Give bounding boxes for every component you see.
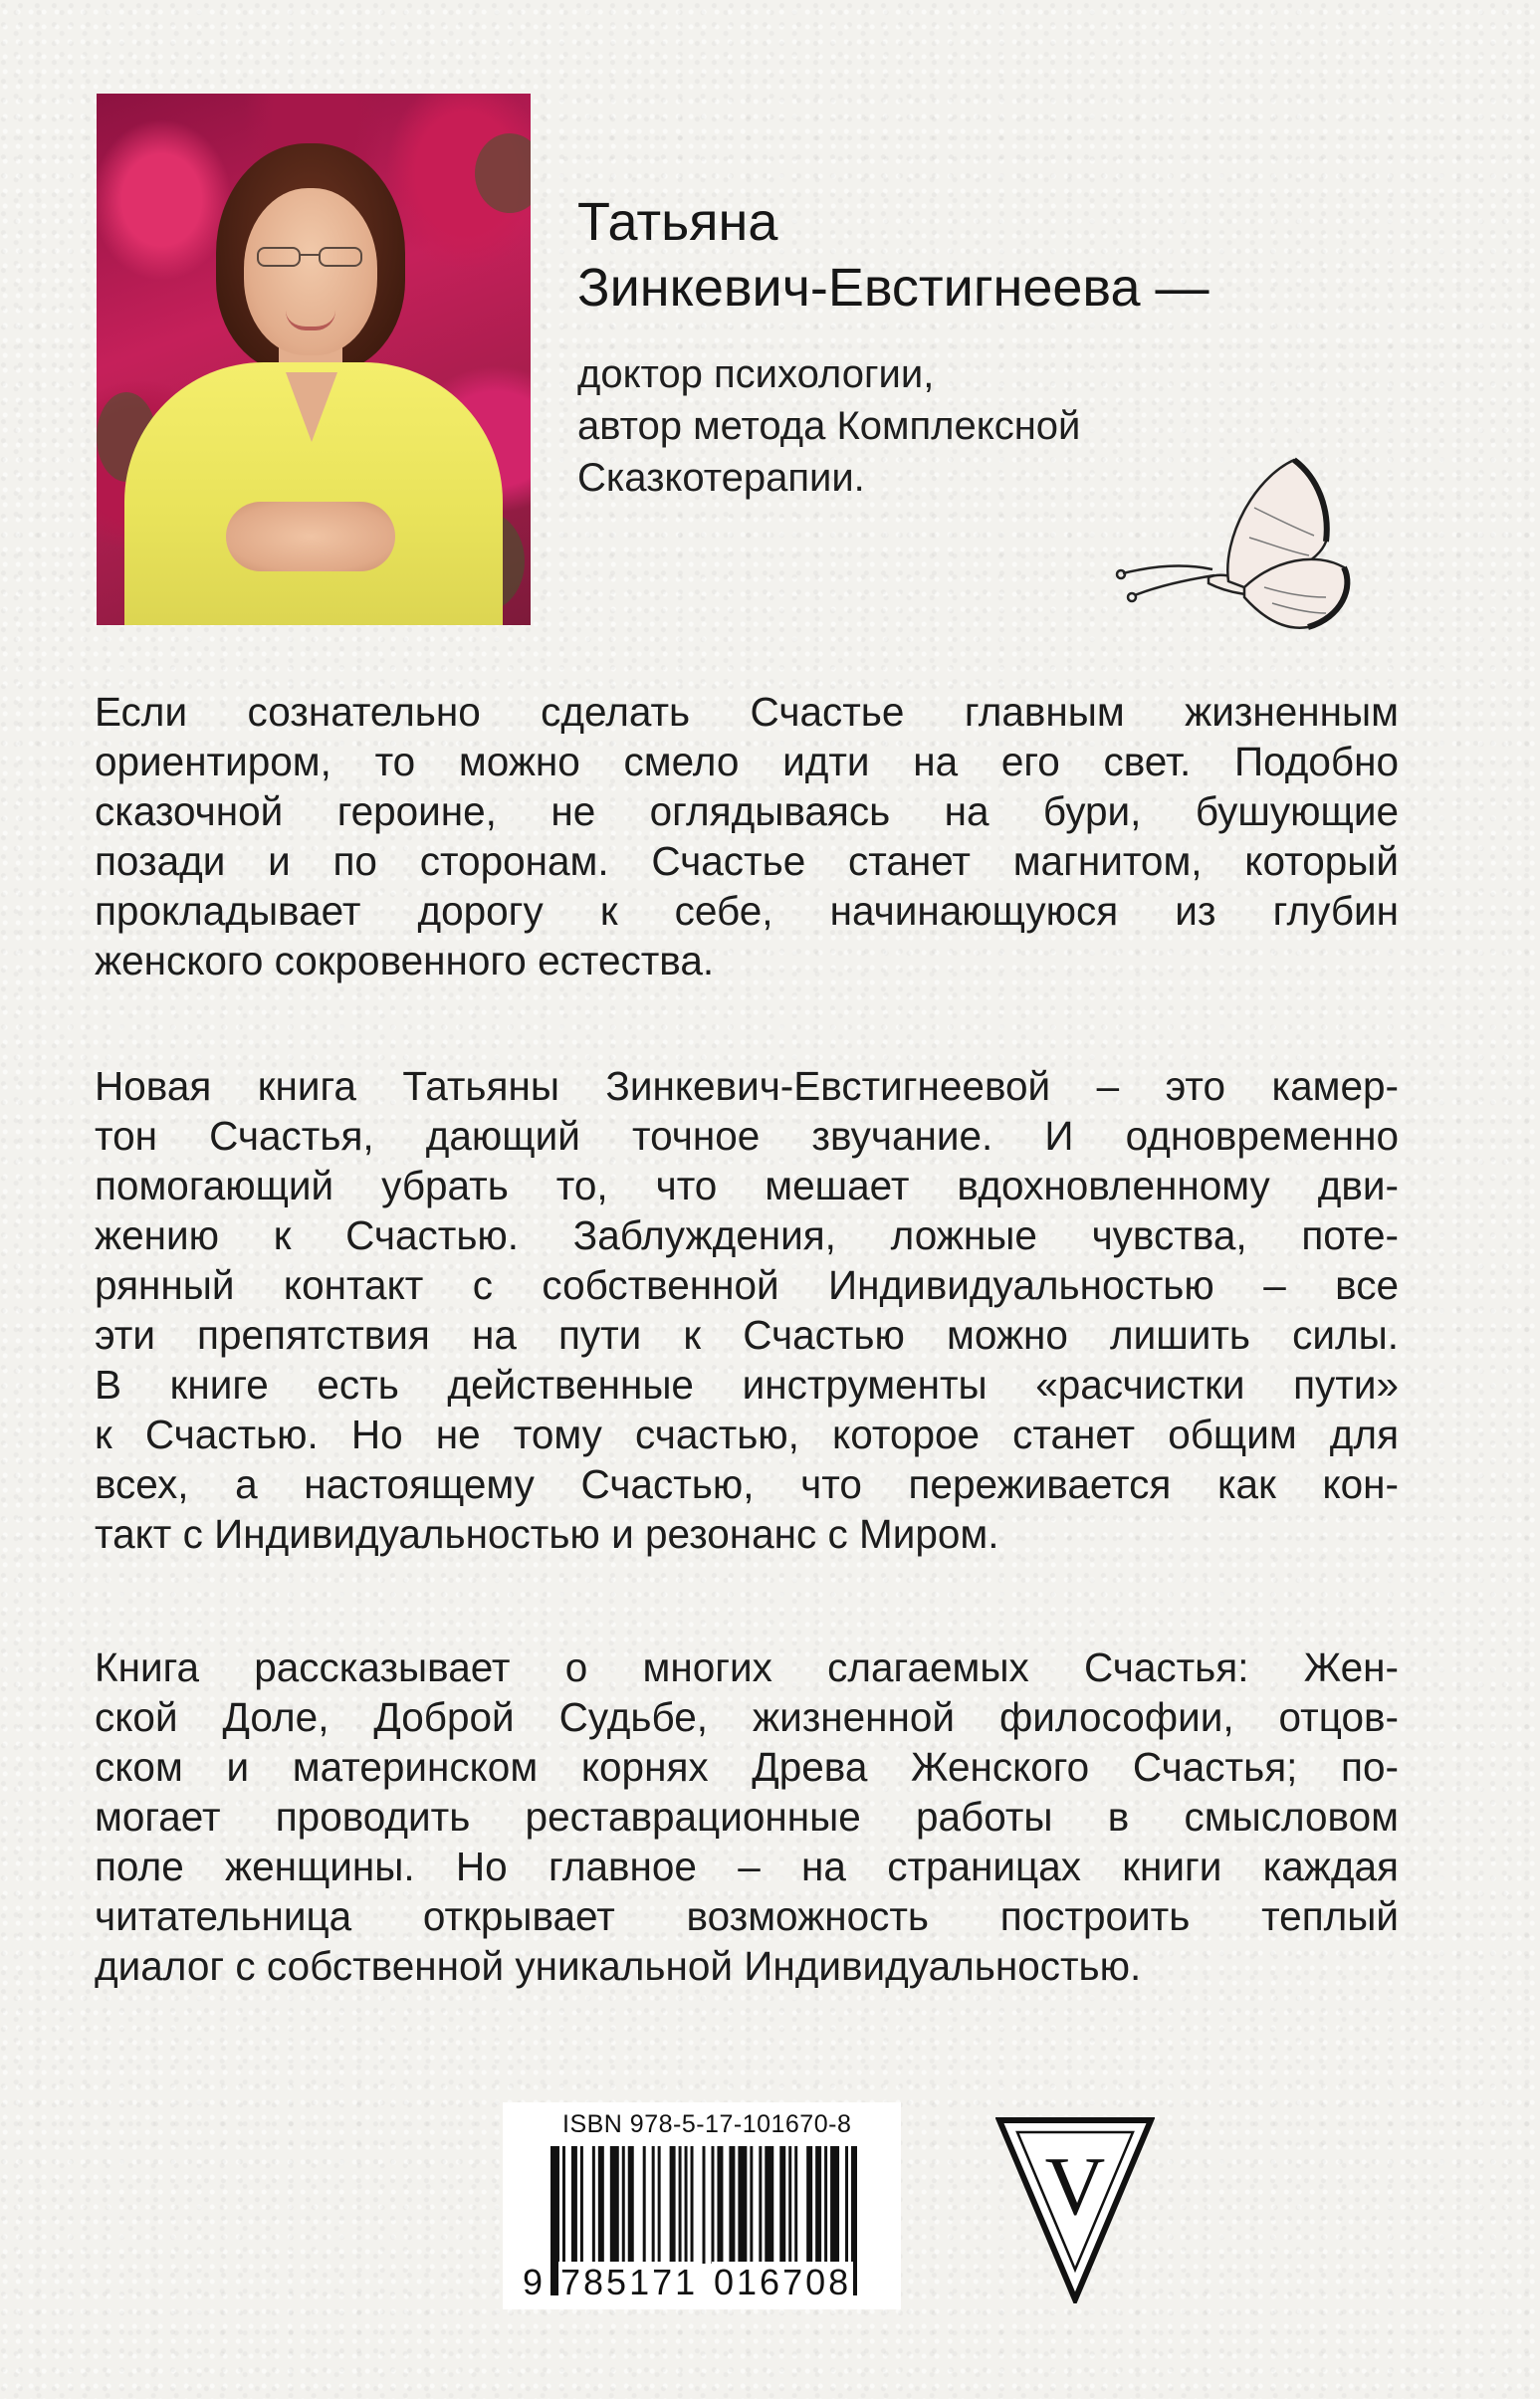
isbn-barcode [503, 2102, 901, 2309]
paragraph-line: ской Доле, Доброй Судьбе, жизненной философии, отцов- [95, 1694, 1399, 1740]
butterfly-icon [1105, 448, 1364, 647]
author-name-line1: Татьяна [577, 192, 778, 252]
barcode-bar [806, 2146, 812, 2264]
barcode-bar [580, 2146, 583, 2264]
author-desc-line: доктор психологии, [577, 352, 935, 396]
isbn-label: ISBN 978-5-17-101670-8 [562, 2110, 852, 2138]
description-paragraph [95, 1642, 1399, 1991]
paragraph-line: сказочной героине, не оглядываясь на бури, бушующие [95, 788, 1399, 834]
description-paragraph [95, 1061, 1399, 1559]
author-desc-line: Сказкотерапии. [577, 456, 865, 500]
barcode-bar [824, 2146, 827, 2264]
author-name [577, 189, 1210, 321]
paragraph-line: Книга рассказывает о многих слагаемых Счастья: Жен- [95, 1644, 1399, 1690]
publisher-logo-icon [995, 2114, 1155, 2303]
paragraph-line: прокладывает дорогу к себе, начинающуюся из глубин [95, 888, 1399, 934]
paragraph-line: такт с Индивидуальностью и резонанс с Миром. [95, 1511, 999, 1557]
barcode-bar [794, 2146, 797, 2264]
paragraph-line: В книге есть действенные инструменты «расчистки пути» [95, 1362, 1399, 1408]
photo-foliage [475, 133, 531, 213]
photo-neckline [286, 372, 337, 442]
paragraph-line: к Счастью. Но не тому счастью, которое станет общим для [95, 1412, 1399, 1457]
paragraph-line: Новая книга Татьяны Зинкевич-Евстигнеевой – это камер- [95, 1063, 1399, 1109]
barcode-bar [759, 2146, 762, 2264]
glasses-icon [254, 245, 365, 269]
barcode-digits [523, 2262, 861, 2305]
paragraph-line: ском и материнском корнях Древа Женского Счастья; по- [95, 1744, 1399, 1790]
paragraph-line: женского сокровенного естества. [95, 938, 715, 983]
barcode-bar [643, 2146, 646, 2264]
barcode-bar [765, 2146, 773, 2264]
publisher-logo-letter: V [1044, 2140, 1106, 2233]
paragraph-line: помогающий убрать то, что мешает вдохновленному дви- [95, 1163, 1399, 1208]
barcode-bar [652, 2146, 655, 2264]
photo-hands [226, 502, 395, 571]
paragraph-line: Если сознательно сделать Счастье главным жизненным [95, 689, 1399, 735]
barcode-bar [830, 2146, 839, 2264]
barcode-digit-first: 9 [523, 2262, 544, 2302]
author-desc-line: автор метода Комплексной [577, 404, 1081, 448]
barcode-bar [670, 2146, 676, 2264]
paragraph-line: жению к Счастью. Заблуждения, ложные чувства, поте- [95, 1212, 1399, 1258]
barcode-bar [703, 2146, 706, 2264]
barcode-bar [628, 2146, 634, 2264]
paragraph-line: позади и по сторонам. Счастье станет магнитом, который [95, 838, 1399, 884]
barcode-bar [779, 2146, 785, 2264]
paragraph-line: читательница открывает возможность построить теплый [95, 1893, 1399, 1939]
barcode-digit-group: 016708 [714, 2262, 852, 2302]
barcode-bar [610, 2146, 619, 2264]
paragraph-line: тон Счастья, дающий точное звучание. И одновременно [95, 1113, 1399, 1159]
description-paragraph [95, 687, 1399, 985]
paragraph-line: диалог с собственной уникальной Индивидуальностью. [95, 1943, 1142, 1989]
barcode-bar [571, 2146, 577, 2264]
paragraph-line: ориентиром, то можно смело идти на его свет. Подобно [95, 739, 1399, 784]
barcode-bar [622, 2146, 625, 2264]
barcode-bar [598, 2146, 604, 2264]
author-photo [97, 94, 531, 625]
paragraph-line: рянный контакт с собственной Индивидуальностью – все [95, 1262, 1399, 1308]
paragraph-line: всех, а настоящему Счастью, что переживается как кон- [95, 1461, 1399, 1507]
barcode-bar [788, 2146, 791, 2264]
barcode-bar [815, 2146, 821, 2264]
barcode-bar [717, 2146, 723, 2264]
paragraph-line: поле женщины. Но главное – на страницах книги каждая [95, 1844, 1399, 1889]
author-description [577, 348, 1080, 504]
barcode-bar [738, 2146, 747, 2264]
barcode-bar [729, 2146, 735, 2264]
barcode-bar [658, 2146, 661, 2264]
barcode-bar [711, 2146, 714, 2264]
barcode-bar [750, 2146, 753, 2264]
paragraph-line: могает проводить реставрационные работы в смысловом [95, 1794, 1399, 1840]
barcode-digit-group: 785171 [560, 2262, 699, 2302]
paragraph-line: эти препятствия на пути к Счастью можно лишить силы. [95, 1312, 1399, 1358]
author-name-line2: Зинкевич-Евстигнеева — [577, 258, 1210, 318]
barcode-bar [592, 2146, 595, 2264]
